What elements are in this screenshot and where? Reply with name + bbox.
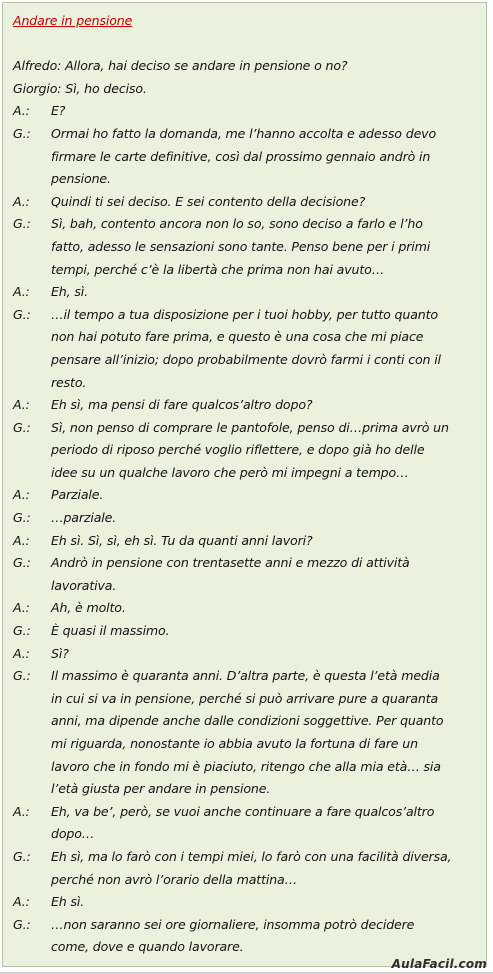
speech-line: Sì? (51, 645, 69, 661)
speech-line: Quindi ti sei deciso. E sei contento della decisione? (51, 193, 366, 209)
speaker-label: G.: (13, 623, 31, 639)
speech-line: …parziale. (51, 510, 117, 526)
speech-text (51, 100, 480, 123)
speech-line: lavoro che in fondo mi è piaciuto, ritengo che alla mia età… sia (51, 758, 441, 774)
speech-line: dopo… (51, 826, 95, 842)
speech-line: come, dove e quando lavorare. (51, 939, 244, 955)
dialogue-entry (13, 123, 480, 191)
speech-line: mi riguarda, nonostante io abbia avuto la fortuna di fare un (51, 736, 418, 751)
speaker-label: G.: (13, 916, 31, 932)
dialogue-entry (13, 304, 480, 394)
speech-text (51, 123, 480, 191)
speaker-label: A.: (13, 645, 30, 661)
speaker-label: A.: (13, 284, 30, 300)
speech-line: Ormai ho fatto la domanda, me l’hanno accolta e adesso devo (51, 125, 437, 141)
speech-text (51, 643, 480, 666)
speech-line: lavorativa. (51, 577, 117, 593)
speech-text (51, 552, 480, 597)
speech-line: Eh sì. Sì, sì, eh sì. Tu da quanti anni lavori? (51, 532, 313, 548)
speaker-label: G.: (13, 510, 31, 526)
dialogue-entry (13, 891, 480, 914)
dialogue-entry (13, 530, 480, 553)
dialogue-entry (13, 100, 480, 123)
speaker-label: A.: (13, 193, 30, 209)
speech-text (51, 281, 480, 304)
speech-line: Sì, bah, contento ancora non lo so, sono deciso a farlo e l’ho (51, 216, 423, 232)
speech-line: Andrò in pensione con trentasette anni e mezzo di attività (51, 555, 410, 571)
speaker-label: A.: (13, 487, 30, 503)
speech-line: idee su un qualche lavoro che però mi impegni a tempo… (51, 464, 409, 480)
speech-text (51, 191, 480, 214)
speaker-label: A.: (13, 600, 30, 616)
speech-line: …non saranno sei ore giornaliere, insomma potrò decidere (51, 916, 415, 932)
speech-line: Parziale. (51, 487, 104, 503)
speech-text (51, 914, 480, 959)
dialogue-entries (13, 100, 480, 959)
speech-line: non hai potuto fare prima, e questo è una cosa che mi piace (51, 329, 424, 345)
dialogue-entry (13, 801, 480, 846)
speech-line: Ah, è molto. (51, 600, 126, 616)
dialogue-entry (13, 620, 480, 643)
speech-text (51, 417, 480, 485)
speaker-label: G.: (13, 306, 31, 322)
speech-text (51, 484, 480, 507)
speech-text (51, 507, 480, 530)
dialogue-entry (13, 597, 480, 620)
speech-line: …il tempo a tua disposizione per i tuoi hobby, per tutto quanto (51, 306, 438, 322)
speaker-label: G.: (13, 216, 31, 232)
speaker-label: G.: (13, 555, 31, 571)
speech-line: Eh sì. (51, 894, 85, 910)
speech-line: Eh, va be’, però, se vuoi anche continuare a fare qualcos’altro (51, 803, 435, 819)
speech-line: tempi, perché c’è la libertà che prima non hai avuto… (51, 261, 385, 277)
speech-text (51, 620, 480, 643)
dialogue-entry (13, 643, 480, 666)
dialogue-entry (13, 281, 480, 304)
speech-line: E? (51, 103, 66, 119)
speech-line: firmare le carte definitive, così dal prossimo gennaio andrò in (51, 148, 431, 164)
speech-line: Eh sì, ma pensi di fare qualcos’altro dopo? (51, 397, 313, 413)
dialogue-entry (13, 552, 480, 597)
speaker-label: G.: (13, 668, 31, 684)
speaker-label: A.: (13, 103, 30, 119)
speech-line: fatto, adesso le sensazioni sono tante. Penso bene per i primi (51, 238, 431, 254)
speech-line: Eh, sì. (51, 284, 88, 300)
intro-line: Alfredo: Allora, hai deciso se andare in pensione o no? (13, 58, 348, 74)
speech-text (51, 394, 480, 417)
speech-line: Sì, non penso di comprare le pantofole, penso di…prima avrò un (51, 419, 449, 435)
page-title: Andare in pensione (13, 13, 133, 28)
speech-text (51, 597, 480, 620)
dialogue-entry (13, 394, 480, 417)
aulafacil-logo: AulaFacil.com (391, 957, 487, 971)
dialogue-entry (13, 417, 480, 485)
speaker-label: A.: (13, 532, 30, 548)
speech-line: in cui si va in pensione, perché si può arrivare pure a quaranta (51, 690, 439, 706)
speech-line: periodo di riposo perché voglio riflettere, e dopo già ho delle (51, 442, 425, 458)
speaker-label: G.: (13, 848, 31, 864)
speech-line: È quasi il massimo. (51, 623, 170, 639)
dialogue-box (2, 2, 487, 967)
speech-text (51, 665, 480, 801)
speech-text (51, 801, 480, 846)
speech-line: l’età giusta per andare in pensione. (51, 781, 271, 797)
dialogue-entry (13, 484, 480, 507)
dialogue-entry (13, 191, 480, 214)
speech-line: pensare all’inizio; dopo probabilmente dovrò farmi i conti con il (51, 351, 441, 367)
dialogue-entry (13, 507, 480, 530)
dialogue-entry (13, 846, 480, 891)
speech-text (51, 213, 480, 281)
dialogue-content (13, 10, 480, 959)
speech-line: pensione. (51, 171, 111, 187)
intro-line: Giorgio: Sì, ho deciso. (13, 80, 147, 96)
speech-line: Eh sì, ma lo farò con i tempi miei, lo farò con una facilità diversa, (51, 848, 452, 864)
dialogue-entry (13, 914, 480, 959)
speech-text (51, 530, 480, 553)
speaker-label: G.: (13, 125, 31, 141)
speech-line: resto. (51, 374, 87, 390)
speech-line: anni, ma dipende anche dalle condizioni soggettive. Per quanto (51, 713, 444, 729)
speech-text (51, 304, 480, 394)
speaker-label: A.: (13, 894, 30, 910)
speaker-label: G.: (13, 419, 31, 435)
speaker-label: A.: (13, 397, 30, 413)
speech-line: Il massimo è quaranta anni. D’altra parte, è questa l’età media (51, 668, 440, 684)
speech-text (51, 891, 480, 914)
speaker-label: A.: (13, 803, 30, 819)
dialogue-entry (13, 213, 480, 281)
dialogue-entry (13, 665, 480, 801)
speech-text (51, 846, 480, 891)
speech-line: perché non avrò l’orario della mattina… (51, 871, 298, 887)
